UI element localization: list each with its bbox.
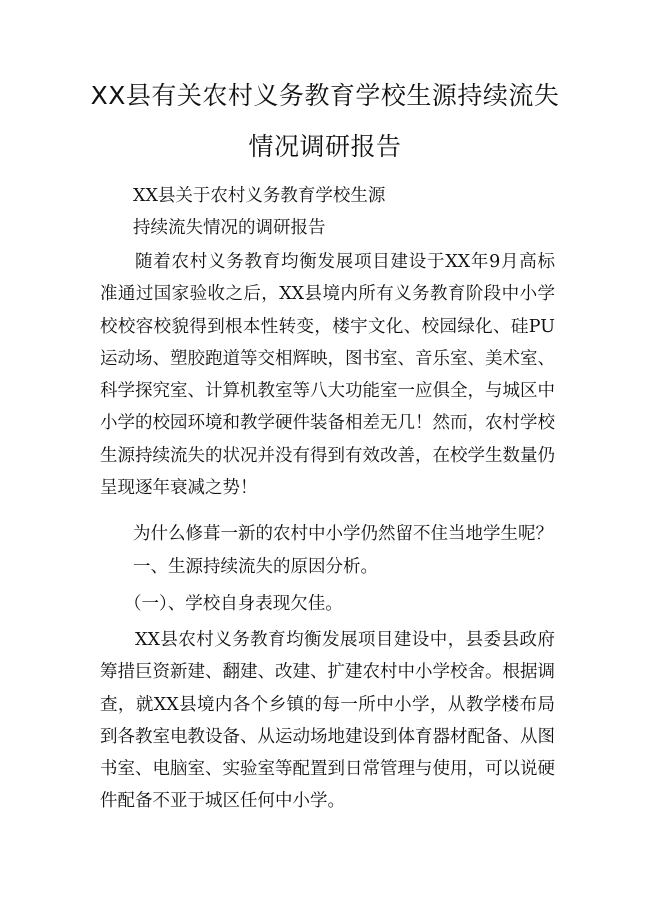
subtitle-line-1: XX县关于农村义务教育学校生源	[133, 186, 386, 206]
document-title-line-1: XX县有关农村义务教育学校生源持续流失	[90, 81, 560, 110]
document-title-line-2: 情况调研报告	[248, 132, 402, 161]
paragraph-intro: 随着农村义务教育均衡发展项目建设于XX年9月高标准通过国家验收之后，XX县境内所有义务教育阶段中小学校校容校貌得到根本性转变，楼宇文化、校园绿化、硅PU运动场、塑胶跑道等交相辉映，图书室、音乐室、美术室、科学探究室、计算机教室等八大功能室一应俱全，与城区中小学的校园环境和教学硬件装备相差无几！然而，农村学校生源持续流失的状况并没有得到有效改善，在校学生数量仍呈现逐年衰减之势！	[100, 252, 555, 499]
subtitle-line-2: 持续流失情况的调研报告	[133, 218, 326, 238]
subsection-heading-1: （一）、学校自身表现欠佳。	[124, 594, 343, 614]
section-heading-1: 一、生源持续流失的原因分析。	[133, 557, 378, 577]
question-line: 为什么修葺一新的农村中小学仍然留不住当地学生呢？	[133, 524, 553, 544]
paragraph-hardware: XX县农村义务教育均衡发展项目建设中，县委县政府筹措巨资新建、翻建、改建、扩建农村中小学校舍。根据调查，就XX县境内各个乡镇的每一所中小学，从教学楼布局到各教室电教设备、从运动场地建设到体育器材配备、从图书室、电脑室、实验室等配置到日常管理与使用，可以说硬件配备不亚于城区任何中小学。	[100, 630, 555, 812]
